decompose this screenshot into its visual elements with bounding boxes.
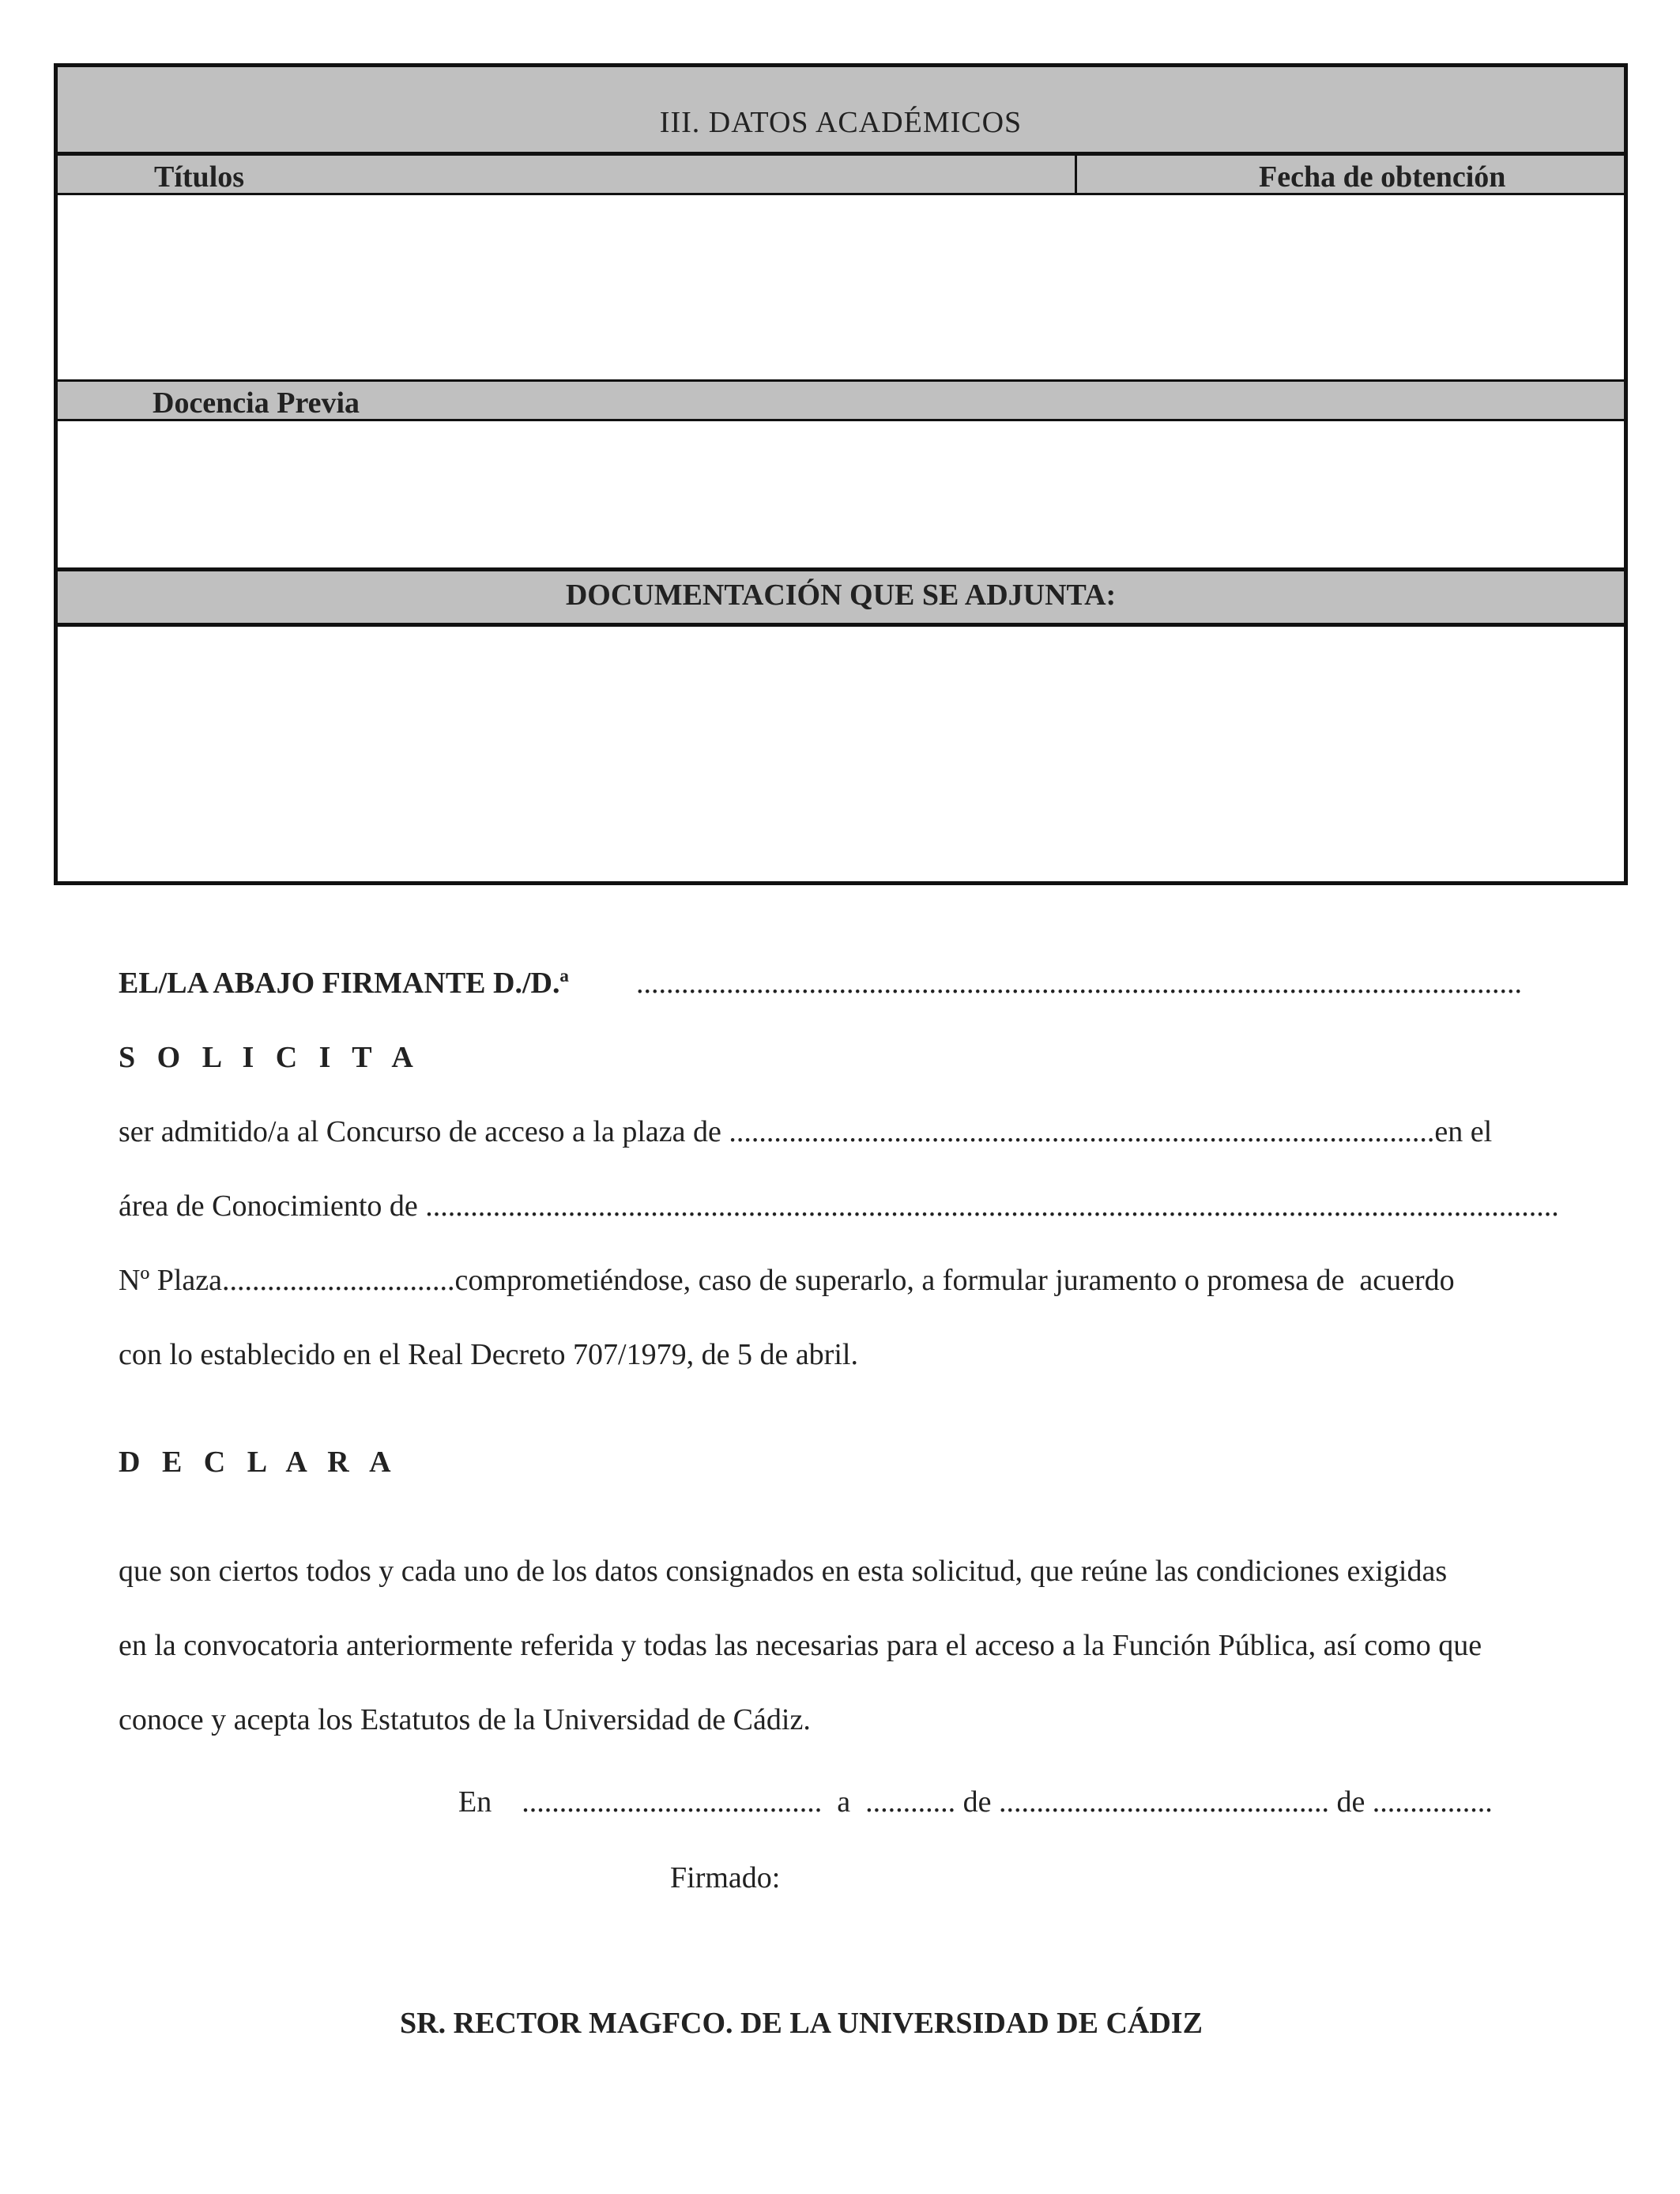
academic-data-form	[54, 63, 1628, 885]
section-header	[58, 67, 1624, 156]
declara-heading: D E C L A R A	[119, 1446, 398, 1479]
solicita-line-4: con lo establecido en el Real Decreto 707/1979, de 5 de abril.	[119, 1338, 858, 1371]
declara-line-1: que son ciertos todos y cada uno de los datos consignados en esta solicitud, que reúne las condiciones exigidas	[119, 1555, 1448, 1588]
documentation-label: DOCUMENTACIÓN QUE SE ADJUNTA:	[565, 579, 1117, 612]
titles-entry-area[interactable]	[58, 195, 1624, 382]
firmante-name-field[interactable]: ......................................................................................................................	[636, 967, 1522, 1000]
docencia-previa-label: Docencia Previa	[153, 386, 360, 420]
documentation-header-row	[58, 571, 1624, 627]
solicita-heading: S O L I C I T A	[119, 1041, 420, 1074]
fecha-column-header: Fecha de obtención	[1259, 160, 1506, 194]
addressee: SR. RECTOR MAGFCO. DE LA UNIVERSIDAD DE CÁDIZ	[400, 2007, 1203, 2040]
solicita-line-1: ser admitido/a al Concurso de acceso a la plaza de ..............................................................................................en el	[119, 1115, 1493, 1148]
section-title: III. DATOS ACADÉMICOS	[659, 106, 1023, 139]
solicita-line-3: Nº Plaza...............................comprometiéndose, caso de superarlo, a formular juramento o promesa de acuerdo	[119, 1264, 1455, 1297]
declara-line-2: en la convocatoria anteriormente referida y todas las necesarias para el acceso a la Función Pública, así como que	[119, 1629, 1482, 1662]
titulos-column-header: Títulos	[154, 160, 245, 194]
documentation-entry-area[interactable]	[58, 627, 1624, 881]
firmado-label: Firmado:	[670, 1861, 781, 1894]
docencia-entry-area[interactable]	[58, 421, 1624, 571]
place-date-line[interactable]: En ........................................ a ............ de ............................................ de ................	[458, 1785, 1493, 1819]
titles-header-row	[58, 156, 1624, 195]
declara-line-3: conoce y acepta los Estatutos de la Universidad de Cádiz.	[119, 1703, 811, 1736]
docencia-header-row	[58, 382, 1624, 421]
solicita-line-2: área de Conocimiento de .......................................................................................................................................................	[119, 1189, 1559, 1223]
firmante-label: EL/LA ABAJO FIRMANTE D./D.ª	[119, 967, 569, 1000]
